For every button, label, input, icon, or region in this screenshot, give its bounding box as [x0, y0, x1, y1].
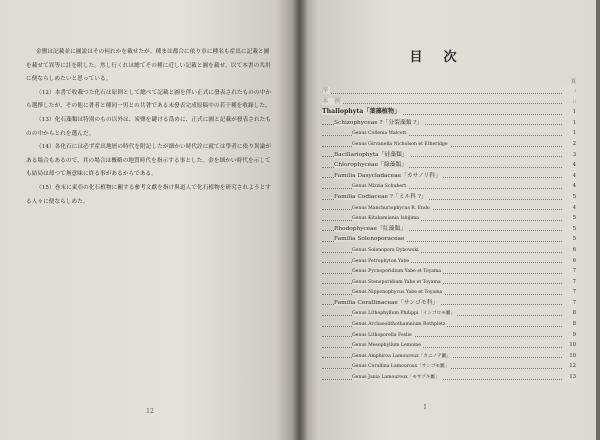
toc-entry-page: 10: [564, 351, 576, 362]
toc-entry-page: 4: [564, 171, 576, 182]
toc-entry: [322, 256, 576, 267]
preface-paragraph: （15）巻末に東亞の化石植物に關する參考文獻を指け與道人で化石植物を研究されようとする人々に便ならしめた。: [26, 184, 272, 205]
toc-entry-page: 1: [564, 128, 576, 139]
toc-entry-page: 8: [564, 308, 576, 319]
toc-entry: [322, 139, 576, 150]
toc-entry-title: Familia Dasycladaceae「カサノリ科」: [334, 172, 442, 179]
toc-entry-title: Genus Nipponophycus Yabe et Toyama: [352, 290, 443, 296]
toc-page-column-label: 頁: [570, 79, 576, 85]
toc-entry: [322, 118, 576, 129]
toc-entry-title: Genus Pycnoporidium Yabe et Toyama: [352, 269, 442, 275]
toc-entry-page: 4: [564, 203, 576, 214]
toc-entry: [322, 203, 576, 214]
toc-entry-title: Genus Mizzia Schubert: [352, 184, 407, 190]
preface-paragraph: （13）化石藻類は特別のもの以外は、炭鹽を鍵ける爲めに、正式に圖と記載が發表されたものの中からとれを選んだ。: [26, 116, 272, 137]
toc-entry: [322, 361, 576, 372]
toc-entry: [322, 171, 576, 182]
toc-entry: [322, 298, 576, 309]
toc-entry-title: Rhodophyceae「紅藻類」: [334, 225, 407, 232]
toc-entry-title: Genus Kitakamiania Ishijima: [352, 216, 419, 222]
toc-entry-page: 2: [564, 139, 576, 150]
toc-entry-page: 8: [564, 319, 576, 330]
toc-entry: [322, 107, 576, 118]
toc-entry-page: 1: [564, 107, 576, 118]
toc-entry-page: 7: [564, 298, 576, 309]
left-page-number: 12: [146, 408, 154, 415]
dot-leader: [322, 103, 562, 104]
toc-entry-page: 4: [564, 181, 576, 192]
toc-entry-title: Schizophyceae ?「分裂藻類 ?」: [334, 119, 423, 126]
table-of-contents: [322, 78, 576, 383]
toc-entry-title: Genus Girvanella Nicholson et Etheridge: [352, 141, 448, 147]
toc-entry-page: 7: [564, 266, 576, 277]
toc-entry-page: 12: [564, 361, 576, 372]
toc-entry-title: Genus Petrophyton Yabe: [352, 258, 410, 264]
toc-entry-title: Genus Mesophyllum Lemoine: [352, 343, 421, 349]
toc-entry-title: 序: [322, 87, 329, 94]
toc-entry: [322, 192, 576, 203]
toc-entry-title: Genus Jania Lamouroux「モサヅキ屬」: [352, 375, 440, 381]
toc-entry-page: 13: [564, 372, 576, 383]
toc-entry-title: Familia Codiaceae ?「ミル科 ?」: [334, 193, 427, 200]
toc-entry-title: Familia Corallinaceae「サンゴモ科」: [334, 299, 439, 306]
toc-entry-page: 10: [564, 340, 576, 351]
toc-entry-title: Genus Stenoporidium Yabe et Toyama: [352, 279, 441, 285]
toc-entry-title: Bacillariophyta「硅藻類」: [334, 151, 408, 158]
toc-entry: [322, 160, 576, 171]
toc-entry-title: Genus Solenopora Dybowski: [352, 247, 419, 253]
toc-entry-page: 5: [564, 213, 576, 224]
toc-entry-page: 1: [564, 118, 576, 129]
toc-entry: [322, 181, 576, 192]
toc-entry-page: 5: [564, 192, 576, 203]
dot-leader: [322, 93, 562, 94]
toc-entry: [322, 287, 576, 298]
toc-entry-title: Genus Corallina Lamouroux「サンゴモ屬」: [352, 364, 450, 370]
toc-entry: [322, 308, 576, 319]
toc-entry-page: 4: [564, 160, 576, 171]
toc-entry: [322, 330, 576, 341]
toc-entry: [322, 128, 576, 139]
toc-entry-page: 6: [564, 245, 576, 256]
toc-entry-title: Genus Manchuriophycus R. Endo: [352, 205, 430, 211]
book-gutter: [292, 0, 308, 440]
toc-entry-title: 本 例: [322, 97, 341, 105]
preface-body: [26, 46, 272, 209]
toc-entry: [322, 86, 576, 97]
toc-entry-title: Genus Amphiroa Lamouroux「カニノテ屬」: [352, 353, 451, 359]
toc-entry-page: 3: [564, 150, 576, 161]
toc-entry: [322, 245, 576, 256]
toc-entry: [322, 277, 576, 288]
toc-entry: [322, 224, 576, 235]
toc-entry: [322, 372, 576, 383]
toc-entry-title: Genus Collenia Walcott: [352, 131, 407, 137]
toc-entry-page: 7: [564, 277, 576, 288]
toc-entry: [322, 340, 576, 351]
toc-entry-title: Familia Solenoporaceae: [334, 236, 405, 243]
toc-entry: [322, 351, 576, 362]
toc-entry-page: i: [564, 86, 576, 97]
toc-entry-title: Chlorophyceae「綠藻類」: [334, 162, 408, 169]
toc-entry-title: Genus Lithophyllum Philippi「イシゴロモ屬」: [352, 311, 455, 317]
toc-title: 目 次: [409, 50, 461, 65]
toc-entry-page: ii: [564, 97, 576, 108]
right-page-number: 1: [423, 404, 427, 411]
toc-entry-title: Genus Archaeolithothamnium Rothpletz: [352, 322, 446, 328]
page-edge: [596, 0, 600, 440]
toc-entry: [322, 234, 576, 245]
toc-entry: [322, 319, 576, 330]
toc-entry-page: 7: [564, 287, 576, 298]
toc-entry-title: Thallophyta「葉藻植物」: [322, 108, 401, 116]
toc-entry-title: Genus Lithoporella Foslie: [352, 332, 412, 338]
toc-entry-page: 5: [564, 234, 576, 245]
toc-entry-page: 6: [564, 256, 576, 267]
preface-paragraph: （14）各化石には必ず産出地層の時代を附記したが細かい時代詮に就ては學者に依り異論がある場合もあるので、其の場合は概略の地質時代を指示する事とした。金を細かい時代を示しても結局は却つて無意味に終る事があるからである。: [26, 144, 272, 178]
toc-entry-page: 5: [564, 224, 576, 235]
toc-entry: [322, 150, 576, 161]
preface-paragraph: （12）本書で收載つた化石は原則として總べて記載と圖を伴い正式に發表されたものの中から選擇したが、その他に著者と種同一男との共著である未發表完成原稿中の若干種を收錄した。: [26, 89, 272, 110]
toc-entry: [322, 97, 576, 108]
toc-entry: [322, 213, 576, 224]
preface-paragraph: 金鹽は記載並に圖説はその何れかを載せたが、種まは都合に依り章に種名も産出に記載と圖を載せて異等に註を附した。然し行くれは總てその種に近しい記載と圖を載せ、以て本書の共用に便ならしめたいと思っている。: [26, 49, 271, 83]
toc-entry: [322, 266, 576, 277]
toc-entry-page: 9: [564, 330, 576, 341]
